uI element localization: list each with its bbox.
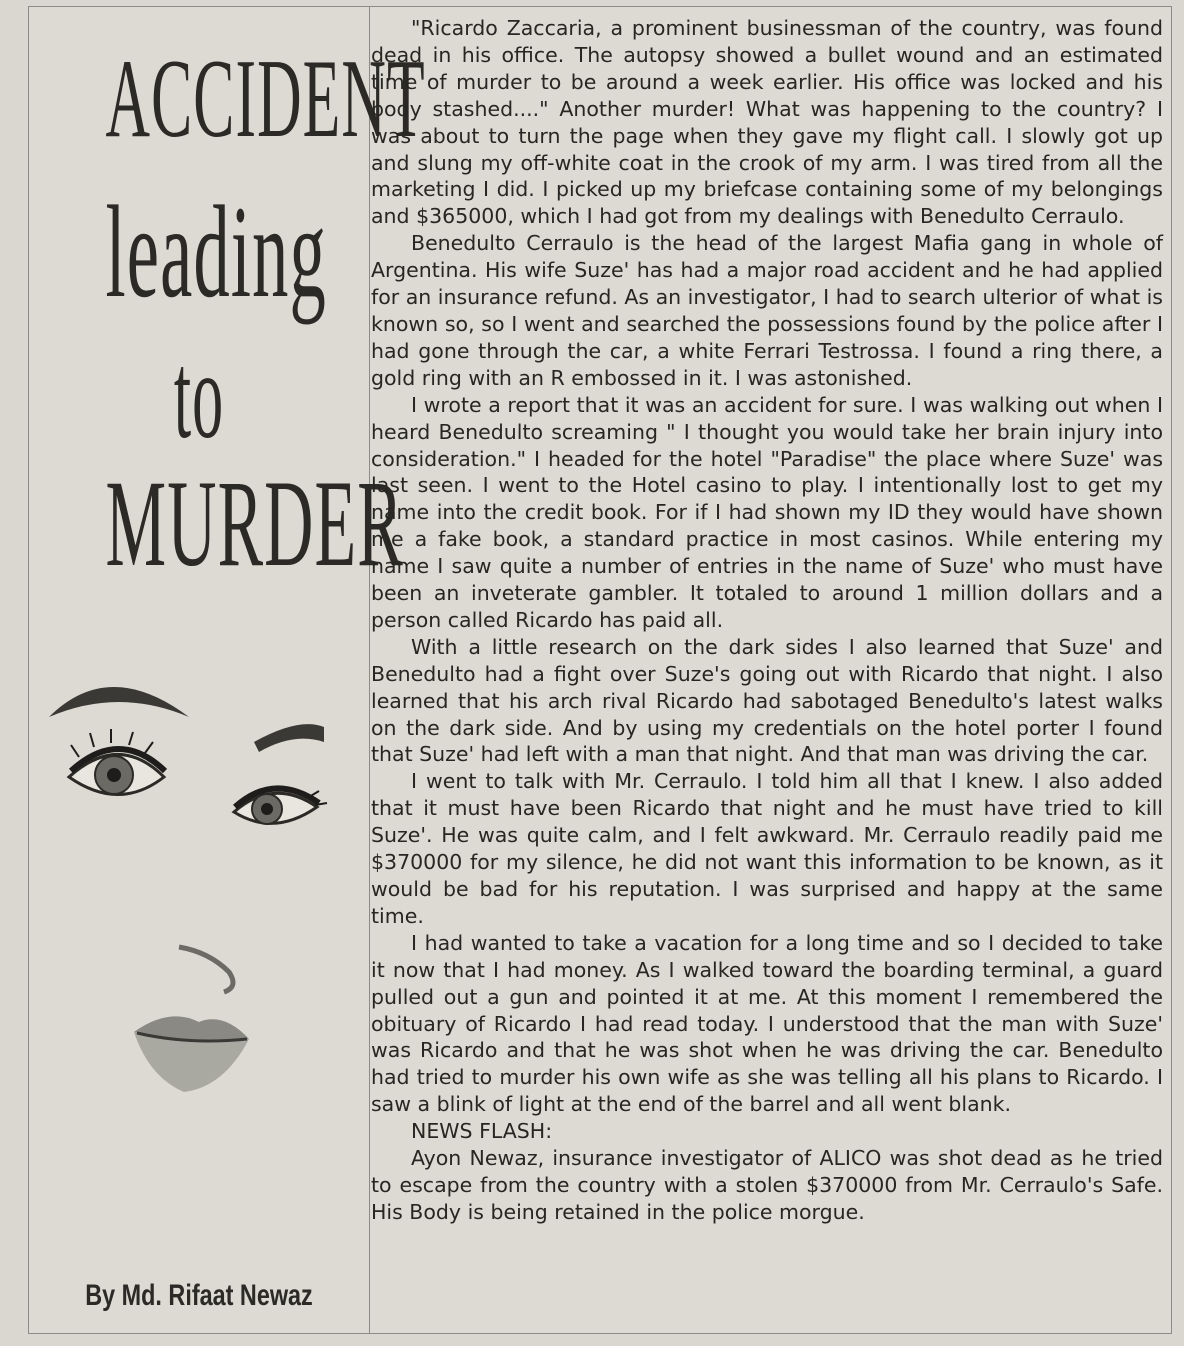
paragraph-2: Benedulto Cerraulo is the head of the largest Mafia gang in whole of Argentina. His wife Suze' has had a major road accident and he had applied for an insurance refund. As an investigator, I had to search ulterior of what is known so, so I went and searched the possessions found by the police after I had gone through the car, a white Ferrari Testrossa. I found a ring there, a gold ring with an R embossed in it. I was astonished. <box>371 231 1163 390</box>
title-line-accident: ACCIDENT <box>105 37 426 161</box>
paragraph-6: I had wanted to take a vacation for a long time and so I decided to take it now that I had money. As I walked toward the boarding terminal, a guard pulled out a gun and pointed it at me. At this moment I remembered the obituary of Ricardo I had read today. I understood that the man with Suze' was Ricardo and that he was shot when he was driving the car. Benedulto had tried to murder his own wife as she was telling all his plans to Ricardo. I saw a blink of light at the end of the barrel and all went blank. <box>371 930 1163 1117</box>
paragraph-4: With a little research on the dark sides I also learned that Suze' and Benedulto had a fight over Suze's going out with Ricardo that night. I also learned that his arch rival Ricardo had sabotaged Benedulto's latest walks on the dark side. And by using my credentials on the hotel porter I found that Suze' had left with a man that night. And that man was driving the car. <box>371 634 1163 767</box>
right-eye <box>234 788 327 824</box>
paragraph-5: I went to talk with Mr. Cerraulo. I told him all that I knew. I also added that it must have been Ricardo that night and he must have tried to kill Suze'. He was quite calm, and I felt awkward. Mr. Cerraulo readily paid me $370000 for my silence, he did not want this information to be known, as it would be bad for his reputation. I was surprised and happy at the same time. <box>371 769 1163 928</box>
article-body <box>371 15 1163 1226</box>
face-illustration <box>39 647 339 1127</box>
news-flash-body: Ayon Newaz, insurance investigator of ALICO was shot dead as he tried to escape from the country with a stolen $370000 from Mr. Cerraulo's Safe. His Body is being retained in the police morgue. <box>371 1146 1163 1224</box>
title-line-to: to <box>173 327 225 464</box>
byline: By Md. Rifaat Newaz <box>85 1279 313 1312</box>
paragraph-3: I wrote a report that it was an accident for sure. I was walking out when I heard Benedulto screaming " I thought you would take her brain injury into consideration." I headed for the hotel "Paradise" the place where Suze' was last seen. I went to the Hotel casino to play. I intentionally lost to get my name into the credit book. For if I had shown my ID they would have shown me a fake book, a standard practice in most casinos. While entering my name I saw quite a number of entries in the name of Suze' who must have been an inveterate gambler. It totaled to around 1 million dollars and a person called Ricardo has paid all. <box>371 392 1163 632</box>
newspaper-clipping <box>28 6 1172 1334</box>
nose <box>179 947 233 992</box>
left-eye <box>69 729 165 795</box>
left-eyebrow <box>49 687 189 717</box>
lips <box>134 1016 249 1092</box>
paragraph-1: "Ricardo Zaccaria, a prominent businessman of the country, was found dead in his office. The autopsy showed a bullet wound and an estimated time of murder to be around a week earlier. His office was locked and his body stashed...." Another murder! What was happening to the country? I was about to turn the page when they gave my flight call. I slowly got up and slung my off-white coat in the crook of my arm. I was tired from all the marketing I did. I picked up my briefcase containing some of my belongings and $365000, which I had got from my dealings with Benedulto Cerraulo. <box>371 16 1163 229</box>
right-eyebrow <box>254 724 324 752</box>
title-line-leading: leading <box>105 178 327 325</box>
title-line-murder: MURDER <box>105 455 404 592</box>
news-flash-heading: NEWS FLASH: <box>411 1119 553 1144</box>
title-column <box>29 7 426 1333</box>
